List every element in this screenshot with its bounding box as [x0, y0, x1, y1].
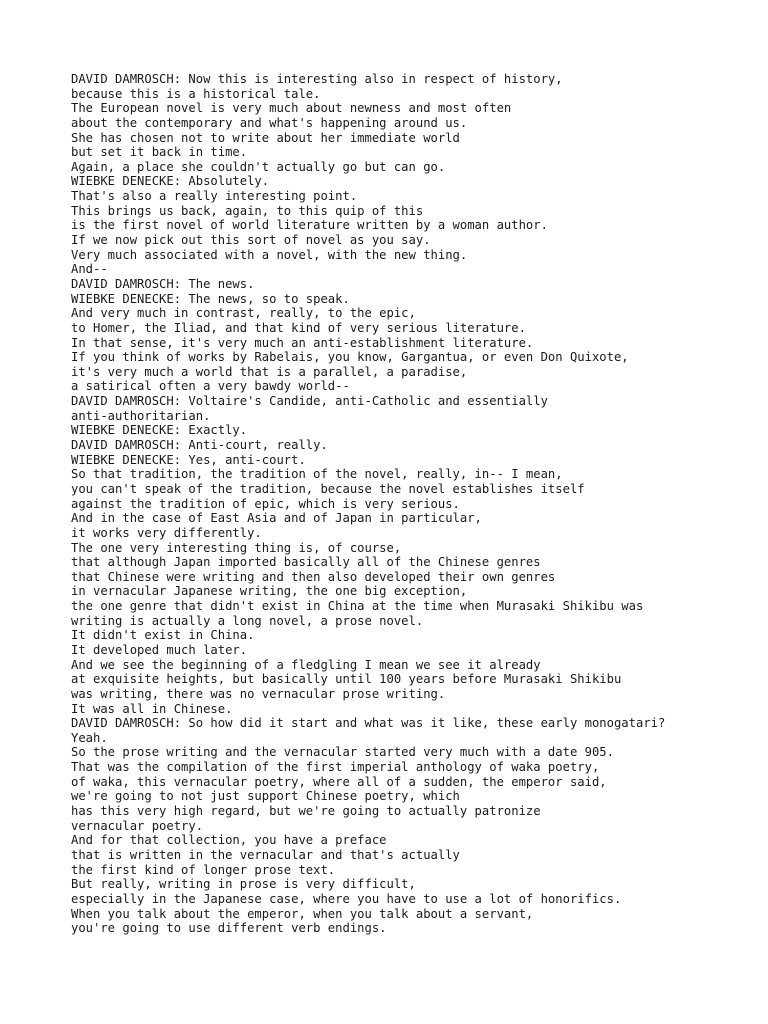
transcript-line: writing is actually a long novel, a prose novel.	[71, 613, 424, 628]
transcript-line: WIEBKE DENECKE: Absolutely.	[71, 174, 270, 189]
transcript-line: Yeah.	[71, 730, 108, 745]
transcript-line: And--	[71, 262, 108, 277]
transcript-line: a satirical often a very bawdy world--	[71, 379, 350, 394]
transcript-line: anti-authoritarian.	[71, 408, 211, 423]
transcript-line: at exquisite heights, but basically until 100 years before Murasaki Shikibu	[71, 672, 622, 687]
transcript-line: especially in the Japanese case, where you have to use a lot of honorifics.	[71, 891, 622, 906]
transcript-line: because this is a historical tale.	[71, 86, 321, 101]
transcript-line: It developed much later.	[71, 642, 248, 657]
transcript-line: DAVID DAMROSCH: The news.	[71, 276, 255, 291]
transcript-line: in vernacular Japanese writing, the one big exception,	[71, 584, 468, 599]
transcript-line: the one genre that didn't exist in China at the time when Murasaki Shikibu was	[71, 599, 644, 614]
transcript-line: you're going to use different verb endings.	[71, 921, 387, 936]
transcript-line: that although Japan imported basically all of the Chinese genres	[71, 555, 541, 570]
transcript-line: the first kind of longer prose text.	[71, 862, 336, 877]
transcript-line: you can't speak of the tradition, because the novel establishes itself	[71, 481, 585, 496]
transcript-line: is the first novel of world literature written by a woman author.	[71, 218, 548, 233]
transcript-line: DAVID DAMROSCH: Now this is interesting also in respect of history,	[71, 72, 563, 86]
transcript-line: that Chinese were writing and then also developed their own genres	[71, 569, 556, 584]
transcript-line: And we see the beginning of a fledgling I mean we see it already	[71, 657, 541, 672]
transcript-line: But really, writing in prose is very difficult,	[71, 877, 416, 892]
transcript-line: DAVID DAMROSCH: Voltaire's Candide, anti-Catholic and essentially	[71, 394, 548, 409]
transcript-line: Again, a place she couldn't actually go but can go.	[71, 159, 446, 174]
transcript-line: If we now pick out this sort of novel as you say.	[71, 233, 431, 248]
transcript-line: vernacular poetry.	[71, 818, 204, 833]
transcript-line: And very much in contrast, really, to the epic,	[71, 306, 416, 321]
transcript-line: It didn't exist in China.	[71, 628, 255, 643]
transcript-line: WIEBKE DENECKE: The news, so to speak.	[71, 291, 350, 306]
transcript-line: If you think of works by Rabelais, you know, Gargantua, or even Don Quixote,	[71, 350, 629, 365]
transcript-line: it's very much a world that is a parallel, a paradise,	[71, 364, 468, 379]
transcript-line: So the prose writing and the vernacular started very much with a date 905.	[71, 745, 614, 760]
transcript-line: DAVID DAMROSCH: Anti-court, really.	[71, 438, 328, 453]
transcript-line: has this very high regard, but we're going to actually patronize	[71, 804, 541, 819]
transcript-line: that is written in the vernacular and that's actually	[71, 847, 460, 862]
transcript-line: When you talk about the emperor, when you talk about a servant,	[71, 906, 534, 921]
transcript-line: And for that collection, you have a preface	[71, 833, 387, 848]
transcript-line: That's also a really interesting point.	[71, 189, 358, 204]
transcript-line: The one very interesting thing is, of course,	[71, 540, 402, 555]
transcript-line: against the tradition of epic, which is very serious.	[71, 496, 460, 511]
transcript-line: So that tradition, the tradition of the novel, really, in-- I mean,	[71, 467, 563, 482]
transcript-line: And in the case of East Asia and of Japan in particular,	[71, 511, 482, 526]
transcript-line: That was the compilation of the first imperial anthology of waka poetry,	[71, 760, 600, 775]
transcript-line: DAVID DAMROSCH: So how did it start and what was it like, these early monogatari?	[71, 716, 666, 731]
transcript-line: but set it back in time.	[71, 145, 248, 160]
transcript-line: WIEBKE DENECKE: Exactly.	[71, 423, 248, 438]
transcript-line: This brings us back, again, to this quip of this	[71, 203, 424, 218]
transcript-line: The European novel is very much about newness and most often	[71, 101, 512, 116]
transcript-line: about the contemporary and what's happening around us.	[71, 115, 468, 130]
transcript-line: It was all in Chinese.	[71, 701, 233, 716]
transcript-line: Very much associated with a novel, with the new thing.	[71, 247, 468, 262]
transcript-line: She has chosen not to write about her immediate world	[71, 130, 460, 145]
transcript-line: In that sense, it's very much an anti-establishment literature.	[71, 335, 534, 350]
transcript-line: to Homer, the Iliad, and that kind of very serious literature.	[71, 320, 526, 335]
transcript-line: of waka, this vernacular poetry, where all of a sudden, the emperor said,	[71, 774, 607, 789]
transcript-line: WIEBKE DENECKE: Yes, anti-court.	[71, 452, 306, 467]
transcript-line: was writing, there was no vernacular prose writing.	[71, 686, 446, 701]
transcript-line: we're going to not just support Chinese poetry, which	[71, 789, 460, 804]
transcript-text	[71, 72, 665, 936]
transcript-line: it works very differently.	[71, 525, 262, 540]
